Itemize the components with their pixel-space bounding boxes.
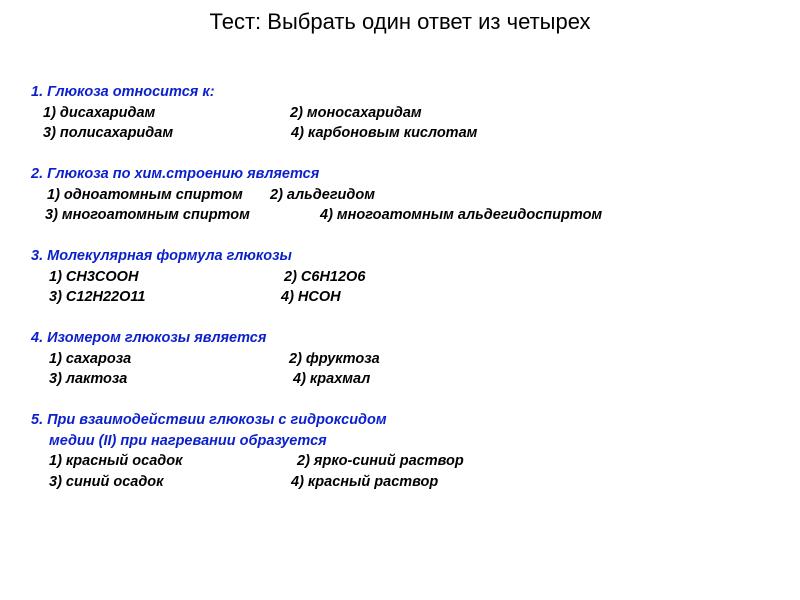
question-5 (31, 410, 464, 492)
page-title: Тест: Выбрать один ответ из четырех (209, 9, 591, 34)
question-4-text: 4. Изомером глюкозы является (31, 330, 267, 346)
question-3 (31, 246, 387, 308)
question-4 (31, 328, 387, 390)
test-questions (31, 82, 603, 513)
question-1-options-row-1 (31, 103, 422, 124)
answer-option: 2) С6Н12О6 (284, 268, 366, 285)
question-5-text: 5. При взаимодействии глюкозы с гидроксидом (31, 412, 387, 428)
question-3-options-row-1 (31, 267, 387, 288)
answer-option: 1) сахароза (49, 350, 132, 367)
question-3-options-row-2 (31, 287, 387, 308)
answer-option: 3) многоатомным спиртом (45, 207, 250, 223)
answer-option: 4) крахмал (293, 371, 371, 387)
answer-option: 2) ярко-синий раствор (297, 453, 464, 469)
answer-option: 3) полисахаридам (43, 125, 174, 141)
answer-option: 1) дисахаридам (43, 104, 156, 121)
answer-option: 4) НСОН (281, 289, 341, 305)
question-2-text: 2. Глюкоза по хим.строению является (31, 166, 320, 182)
question-4-options-row-1 (31, 349, 387, 370)
answer-option: 3) С12Н22О11 (49, 289, 146, 305)
answer-option: 2) моносахаридам (290, 104, 422, 121)
answer-option: 2) альдегидом (270, 186, 375, 203)
answer-option: 4) многоатомным альдегидоспиртом (320, 207, 603, 223)
answer-option: 4) красный раствор (291, 473, 439, 490)
question-5-options-row-1 (31, 451, 464, 472)
question-2 (31, 164, 603, 226)
answer-option: 1) СН3СООН (49, 268, 139, 285)
question-5-text-continued: медии (II) при нагревании образуется (49, 432, 327, 449)
answer-option: 1) красный осадок (49, 453, 183, 469)
answer-option: 3) синий осадок (49, 473, 164, 490)
question-2-options-row-1 (31, 185, 387, 206)
question-1-text: 1. Глюкоза относится к: (31, 84, 215, 100)
answer-option: 2) фруктоза (289, 350, 380, 367)
answer-option: 4) карбоновым кислотам (291, 125, 478, 141)
answer-option: 3) лактоза (49, 371, 128, 387)
question-1-options-row-2 (31, 123, 478, 144)
question-2-options-row-2 (31, 205, 603, 226)
question-5-options-row-2 (31, 472, 439, 493)
question-3-text: 3. Молекулярная формула глюкозы (31, 248, 292, 264)
question-1 (31, 82, 478, 144)
answer-option: 1) одноатомным спиртом (47, 186, 243, 203)
question-4-options-row-2 (31, 369, 387, 390)
